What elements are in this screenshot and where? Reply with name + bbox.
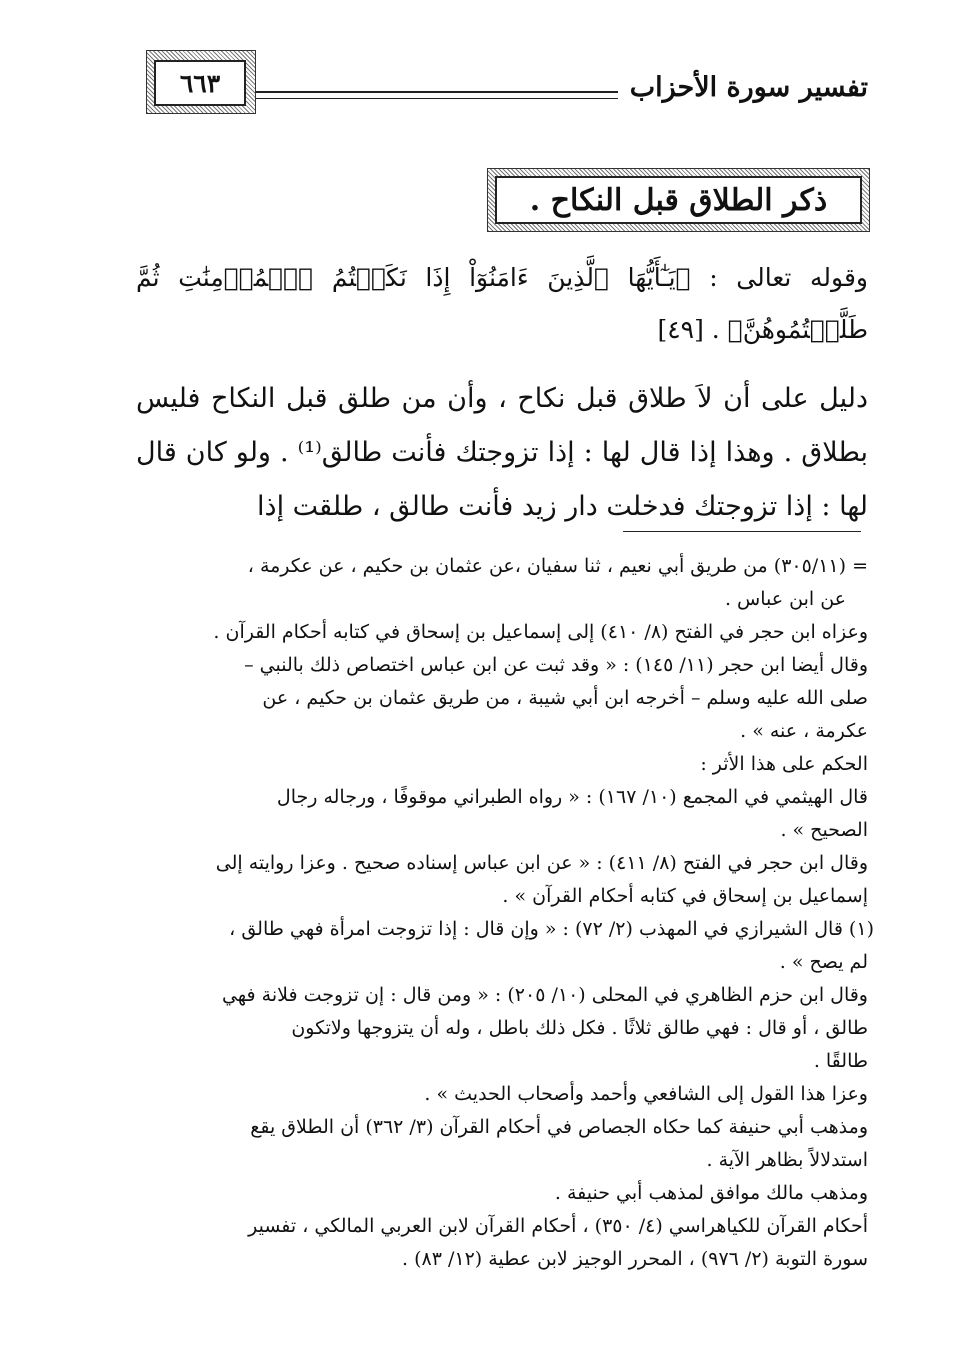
footnote-line: سورة التوبة (٢/ ٩٧٦) ، المحرر الوجيز لابن عطية (١٢/ ٨٣) . <box>402 1248 868 1270</box>
footnote-line: وعزا هذا القول إلى الشافعي وأحمد وأصحاب الحديث » . <box>424 1083 868 1105</box>
footnote-line: = (٣٠٥/١١) من طريق أبي نعيم ، ثنا سفيان ،عن عثمان بن حكيم ، عن عكرمة ، <box>247 555 868 577</box>
footnote-1-line: (١) قال الشيرازي في المهذب (٢/ ٧٢) : « وإن قال : إذا تزوجت امرأة فهي طالق ، <box>229 918 874 940</box>
footnote-line: الحكم على هذا الأثر : <box>700 753 868 775</box>
footnote-line: أحكام القرآن للكياهراسي (٤/ ٣٥٠) ، أحكام القرآن لابن العربي المالكي ، تفسير <box>248 1215 868 1237</box>
footnotes-block <box>128 550 874 1276</box>
footnote-line: إسماعيل بن إسحاق في كتابه أحكام القرآن » . <box>502 885 868 907</box>
footnote-line: عن ابن عباس . <box>724 588 846 610</box>
footnote-line: صلى الله عليه وسلم – أخرجه ابن أبي شيبة ، من طريق عثمان بن حكيم ، عن <box>262 687 868 709</box>
section-heading: ذكر الطلاق قبل النكاح . <box>495 176 862 224</box>
page-number-frame <box>146 50 256 114</box>
running-header-title: تفسير سورة الأحزاب <box>629 72 868 103</box>
footnote-line: لم يصح » . <box>779 951 868 973</box>
footnote-line: الصحيح » . <box>780 819 868 841</box>
footnote-line: طالق ، أو قال : فهي طالق ثلاثًا . فكل ذلك باطل ، وله أن يتزوجها ولاتكون <box>291 1017 868 1039</box>
page-number: ٦٦٣ <box>154 60 246 106</box>
footnote-line: وقال ابن حجر في الفتح (٨/ ٤١١) : « عن ابن عباس إسناده صحيح . وعزا روايته إلى <box>215 852 868 874</box>
footnote-line: استدلالاً بظاهر الآية . <box>706 1149 868 1171</box>
footnote-line: وقال ابن حزم الظاهري في المحلى (١٠/ ٢٠٥) : « ومن قال : إن تزوجت فلانة فهي <box>221 984 868 1006</box>
quran-verse-paragraph: وقوله تعالى : ﴿يَـٰٓأَيُّهَا ٱلَّذِينَ ءَامَنُوٓاْ إِذَا نَكَحۡتُمُ ٱلۡمُؤۡمِنَٰتِ ثُمَّ طَلَّقۡتُمُوهُنَّ﴾ . [٤٩] <box>136 263 868 344</box>
section-heading-frame <box>487 168 870 232</box>
footnote-line: ومذهب مالك موافق لمذهب أبي حنيفة . <box>554 1182 868 1204</box>
footnote-line: وعزاه ابن حجر في الفتح (٨/ ٤١٠) إلى إسماعيل بن إسحاق في كتابه أحكام القرآن . <box>213 621 868 643</box>
footnote-line: قال الهيثمي في المجمع (١٠/ ١٦٧) : « رواه الطبراني موقوفًا ، ورجاله رجال <box>276 786 868 808</box>
footnote-separator <box>623 531 861 532</box>
footnote-line: وقال أيضا ابن حجر (١١/ ١٤٥) : « وقد ثبت عن ابن عباس اختصاص ذلك بالنبي – <box>244 654 868 676</box>
header-rule <box>256 91 618 99</box>
footnote-line: ومذهب أبي حنيفة كما حكاه الجصاص في أحكام القرآن (٣/ ٣٦٢) أن الطلاق يقع <box>250 1116 868 1138</box>
commentary-paragraph: دليل على أن لاَ طلاق قبل نكاح ، وأن من طلق قبل النكاح فليس بطلاق . وهذا إذا قال لها : إذا تزوجتك فأنت طالق⁽¹⁾ . ولو كان قال لها : إذا تزوجتك فدخلت دار زيد فأنت طالق ، طلقت إذا <box>136 383 868 522</box>
footnote-line: طالقًا . <box>813 1050 868 1072</box>
footnote-line: عكرمة ، عنه » . <box>740 720 868 742</box>
